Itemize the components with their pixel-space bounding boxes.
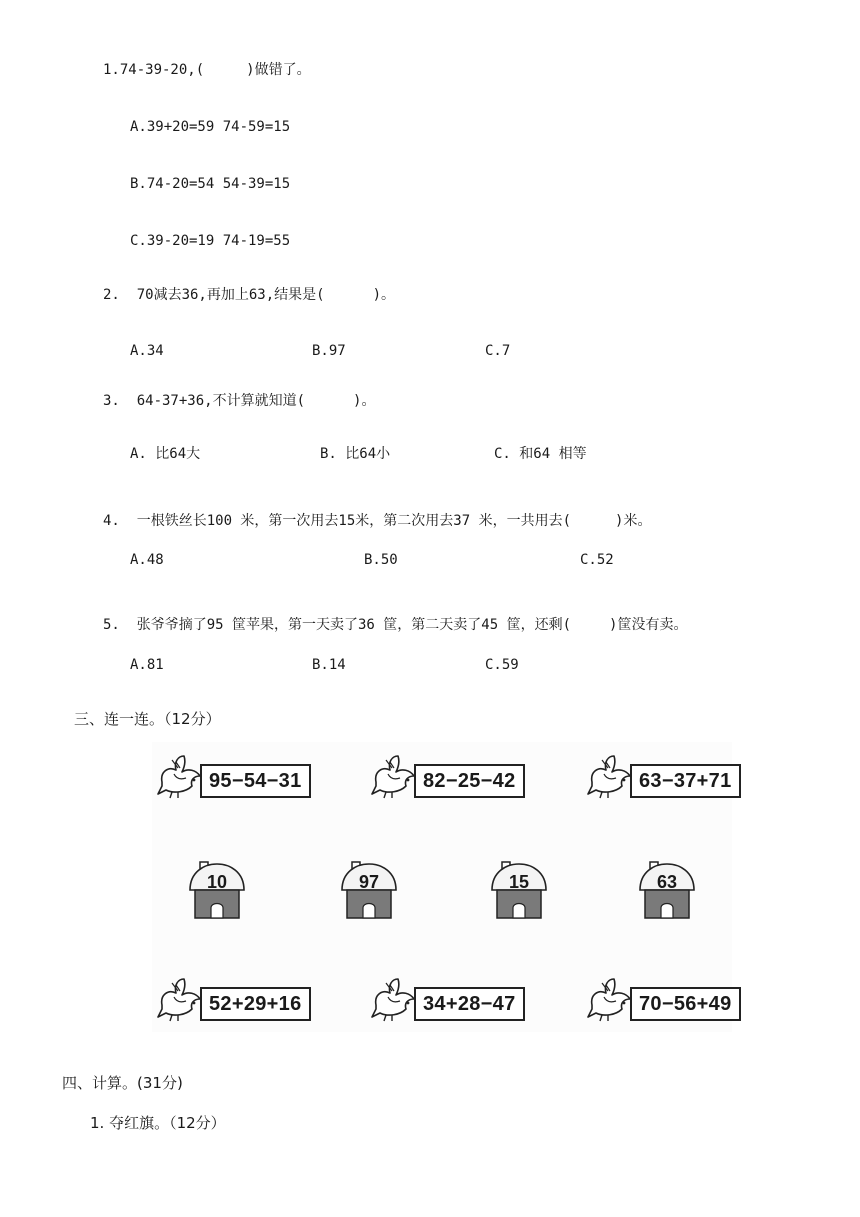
question-number: 2. xyxy=(103,287,120,303)
expression-box: 34+28−47 xyxy=(414,987,525,1021)
question-tail: )做错了。 xyxy=(246,62,311,78)
bird-icon xyxy=(370,975,418,1025)
option-5c: C.59 xyxy=(485,657,519,673)
option-4a: A.48 xyxy=(130,552,164,568)
option-4c: C.52 xyxy=(580,552,614,568)
question-tail: )米。 xyxy=(615,513,652,529)
option-2b: B.97 xyxy=(312,343,346,359)
bird-icon xyxy=(156,975,204,1025)
option-3b: B. 比64小 xyxy=(320,446,391,462)
option-3c: C. 和64 相等 xyxy=(494,446,587,462)
option-3a: A. 比64大 xyxy=(130,446,201,462)
question-tail: )。 xyxy=(353,393,376,409)
expression-box: 63−37+71 xyxy=(630,764,741,798)
question-4 xyxy=(103,511,651,531)
expression-box: 95−54−31 xyxy=(200,764,311,798)
expression-box: 70−56+49 xyxy=(630,987,741,1021)
question-number: 5. xyxy=(103,617,120,633)
bird-icon xyxy=(156,752,204,802)
option-4b: B.50 xyxy=(364,552,398,568)
bird-icon xyxy=(370,752,418,802)
section-3-title: 三、连一连。（12分） xyxy=(74,710,221,728)
question-tail: )。 xyxy=(372,287,396,303)
question-text: 64-37+36,不计算就知道( xyxy=(136,393,306,409)
house-2[interactable] xyxy=(338,858,400,928)
house-icon xyxy=(488,858,550,928)
house-icon xyxy=(636,858,698,928)
bird-icon xyxy=(586,752,634,802)
question-2 xyxy=(103,285,395,305)
house-3[interactable] xyxy=(488,858,550,928)
question-number: 1. xyxy=(103,62,120,78)
section-4-title: 四、计算。(31分) xyxy=(62,1074,183,1092)
question-number: 3. xyxy=(103,393,120,409)
house-number: 97 xyxy=(358,872,380,892)
question-text: 一根铁丝长100 米，第一次用去15米，第二次用去37 米，一共用去( xyxy=(136,513,572,529)
house-4[interactable] xyxy=(636,858,698,928)
option-1b: B.74-20=54 54-39=15 xyxy=(130,176,291,192)
house-number: 15 xyxy=(508,872,530,892)
question-number: 4. xyxy=(103,513,120,529)
bird-icon xyxy=(586,975,634,1025)
question-text: 74-39-20,( xyxy=(119,62,205,78)
house-icon xyxy=(338,858,400,928)
question-text: 70减去36,再加上63,结果是( xyxy=(136,287,325,303)
question-5 xyxy=(103,615,687,635)
question-text: 张爷爷摘了95 筐苹果，第一天卖了36 筐，第二天卖了45 筐，还剩( xyxy=(136,617,572,633)
option-1c: C.39-20=19 74-19=55 xyxy=(130,233,291,249)
option-2a: A.34 xyxy=(130,343,164,359)
house-number: 63 xyxy=(656,872,678,892)
section-4-sub-1: 1. 夺红旗。（12分） xyxy=(90,1114,226,1132)
house-number: 10 xyxy=(206,872,228,892)
option-1a: A.39+20=59 74-59=15 xyxy=(130,119,291,135)
option-5b: B.14 xyxy=(312,657,346,673)
question-1 xyxy=(103,60,311,80)
question-3 xyxy=(103,391,375,411)
expression-box: 52+29+16 xyxy=(200,987,311,1021)
house-icon xyxy=(186,858,248,928)
question-tail: )筐没有卖。 xyxy=(609,617,688,633)
expression-box: 82−25−42 xyxy=(414,764,525,798)
option-5a: A.81 xyxy=(130,657,164,673)
house-1[interactable] xyxy=(186,858,248,928)
option-2c: C.7 xyxy=(485,343,511,359)
